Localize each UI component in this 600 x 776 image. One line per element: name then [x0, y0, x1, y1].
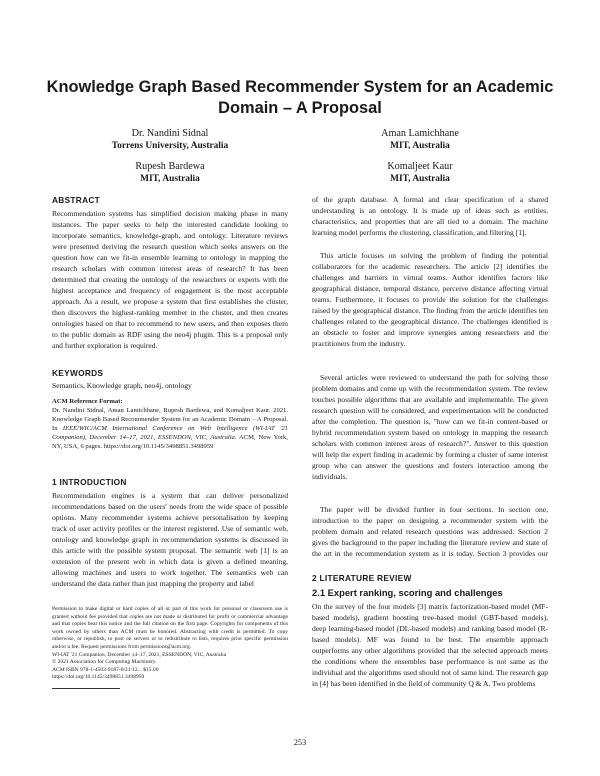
- footnote-isbn: ACM ISBN 978-1-4503-9187-0/21/12... $15.00: [52, 666, 159, 673]
- acm-reference-label: ACM Reference Format:: [52, 398, 123, 405]
- author-block: [300, 160, 540, 186]
- author-affiliation: MIT, Australia: [140, 174, 200, 184]
- abstract-text: Recommendation systems has simplified decision making phase in many instances. The paper seeks to help the interested candidate looking to incorporate semantics, knowledge-graph, and ontology. Literature reviews were presented deriving the research question which seeks answers on the question how can we fit-in ensemble learning to ontology in mapping the research scholars with common interest areas of research? It has been determined that creating the ontology of the researchers or experts with the highest acceptance and frequency of engagement is the most acceptable approach. As a result, we propose a system that first establishes the cluster, then discovers the highest-ranking member in the cluster, and then creates ontologies based on that to recommend to new users, and then exposes them to the public domain as RDF using the neo4j plugin. This is a proposal only and further exploration is required.: [52, 209, 288, 350]
- introduction-text: Recommendation engines is a system that can deliver personalized recommendations based on the users' needs from the wide space of possible options. Many recommender systems achieve personalisation by keeping track of user activity profiles or the interest registered. Use of semantic web, ontology and knowledge graph in recommendation systems is discussed in this article with the possible system proposal. The semantic web [1] is an extension of the present web in which data is given a defined meaning, allowing machines and users to work together. The semantics web can understand the data rather than just mapping the property and label: [52, 491, 288, 588]
- author-block: [300, 127, 540, 153]
- paper-title: [40, 77, 560, 119]
- right-paragraph-4: The paper will be divided further in four sections. In section one, introduction to the paper on designing a recommender system with the problem domain and related research questions was addressed. Section 2 gives the background to the paper including the literature review and state of the art in the recommendation system as it is today. Section 3 provides our: [312, 505, 548, 558]
- paper-title-line2: Domain – A Proposal: [218, 99, 382, 117]
- right-paragraph-3: Several articles were reviewed to understand the path for solving those problem domains and come up with the recommendation system. The review touches possible algorithms that are available and implementable. The given research question will be considered, and experimentation will be conducted after the completion. The question is, "how can we fit-in content-based or hybrid recommendation system based on ontology in mapping the research scholars with common interest areas of research?". Answer to this question will help the expert finding in academic by forming a cluster of same interest group who can answer the questions and fosters interaction among the individuals.: [312, 373, 548, 481]
- acm-reference-text: [52, 406, 288, 461]
- keywords-text: Semantics, Knowledge graph, neo4j, ontology: [52, 381, 192, 390]
- acm-reference-plain: Dr. Nandini Sidnal, Aman Lamichhane, Rupesh Bardewa, and Komaljeet Kaur. 2021. Knowledge Graph Based Recommender System for an Academic Domain – A Proposal. In: [52, 407, 288, 432]
- keywords-heading: KEYWORDS: [52, 368, 104, 378]
- author-name: Komaljeet Kaur: [387, 161, 453, 172]
- copyright-footnote: [52, 606, 288, 682]
- page-number: 253: [293, 738, 307, 747]
- author-affiliation: Torrens University, Australia: [111, 141, 229, 151]
- footnote-permission: Permission to make digital or hard copies of all or part of this work for personal or classroom use is granted without fee provided that copies are not made or distributed for profit or commercial advantage and that copies bear this notice and the full citation on the first page. Copyrights for components of this work owned by others than ACM must be honored. Abstracting with credit is permitted. To copy otherwise, or republish, to post on servers or to redistribute to lists, requires prior specific permission and/or a fee. Request permissions from permissions@acm.org.: [52, 606, 288, 650]
- abstract-heading: ABSTRACT: [52, 195, 101, 205]
- right-paragraph-2: This article focuses on solving the problem of finding the potential collaborators for the academic researchers. The article [2] identifies the challenges and barriers in virtual teams. Author identifies factors like geographical distance, temporal distance, perceive distance affecting virtual teams. Furthermore, it focuses to provide the solution for the challenges raised by the geographical distance. The finding from the article identifies ten challenges related to the geographical distance. The challenges identified is an obstacle to foster and improve synergies among researchers and the practitioners from the industry.: [312, 251, 548, 348]
- footnote-divider: [52, 688, 120, 689]
- author-block: [50, 160, 290, 186]
- author-name: Rupesh Bardewa: [135, 161, 205, 172]
- author-affiliation: MIT, Australia: [390, 174, 450, 184]
- author-name: Dr. Nandini Sidnal: [131, 128, 209, 139]
- footnote-doi: https://doi.org/10.1145/3498851.3498959: [52, 674, 145, 681]
- footnote-venue: WI-IAT '21 Companion, December 14–17, 2021, ESSENDON, VIC, Australia: [52, 651, 227, 658]
- introduction-heading: 1 INTRODUCTION: [52, 477, 127, 487]
- author-block: [50, 127, 290, 153]
- author-name: Aman Lamichhane: [381, 128, 459, 139]
- author-affiliation: MIT, Australia: [390, 141, 450, 151]
- right-paragraph-5: On the survey of the four models [3] matrix factorization-based model (MF-based models), gradient boosting tree-based model (GBT-based models), deep learning-based model (DL-based models) and ranking based model (R-based models). MF was found to be best. The ensemble approach outperforms any other algorithms provided that the selected approach meets the conditions where the ensembles base performance is not same as the individual and the algorithms used should not of same kind. The research gap in [4] has been identified in the field of community Q & A. Two problems: [312, 602, 548, 688]
- literature-review-heading: 2 LITERATURE REVIEW: [312, 573, 412, 583]
- acm-reference-tail: ACM, New York, NY, USA, 6 pages. https://doi.org/10.1145/3498851.3498959: [52, 434, 288, 450]
- expert-ranking-subheading: 2.1 Expert ranking, scoring and challenges: [312, 587, 503, 598]
- right-paragraph-1: of the graph database. A formal and clear specification of a shared understanding is an ontology. It is made up of ideas such as entities, characteristics, and properties that are all tied to a domain. The machine learning model performs the clustering, classification, and filtering [1].: [312, 195, 548, 237]
- acm-reference-venue: IEEE/WIC/ACM International Conference on Web Intelligence (WI-IAT '21 Companion), December 14–17, 2021, ESSENDON, VIC, Australia.: [52, 425, 288, 441]
- paper-title-line1: Knowledge Graph Based Recommender System for an Academic: [46, 78, 554, 96]
- footnote-copyright: © 2021 Association for Computing Machinery.: [52, 659, 157, 666]
